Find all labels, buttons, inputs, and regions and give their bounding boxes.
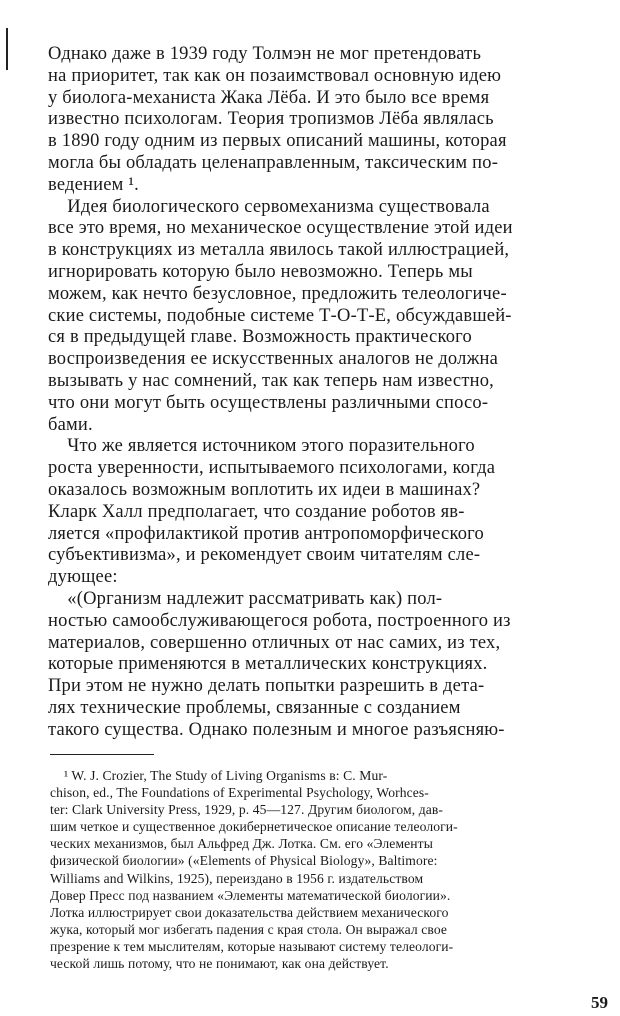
- margin-mark: [6, 28, 8, 70]
- body-text-line: материалов, совершенно отличных от нас самих, из тех,: [48, 632, 501, 653]
- body-text: [48, 44, 614, 742]
- body-text-line: в 1890 году одним из первых описаний машины, которая: [48, 131, 507, 152]
- body-text-line: на приоритет, так как он позаимствовал основную идею: [48, 65, 502, 86]
- body-text-line: ляется «профилактикой против антропоморфического: [48, 523, 484, 544]
- body-text-line: роста уверенности, испытываемого психологами, когда: [48, 458, 496, 479]
- body-text-line: можем, как нечто безусловное, предложить телеологиче-: [48, 283, 507, 304]
- footnote-line: жука, который мог избегать падения с края стола. Он выражал свое: [50, 921, 448, 937]
- body-text-line: дующее:: [48, 567, 118, 588]
- footnote-line: Williams and Wilkins, 1925), переиздано в 1956 г. издательством: [50, 870, 424, 886]
- body-text-line: могла бы обладать целенаправленным, таксическим по-: [48, 152, 499, 173]
- footnote-line: ческих механизмов, был Альфред Дж. Лотка. См. его «Элементы: [50, 836, 433, 852]
- body-text-line: оказалось возможным воплотить их идеи в машинах?: [48, 479, 481, 500]
- body-text-line: известно психологам. Теория тропизмов Лёба являлась: [48, 109, 494, 130]
- body-text-line: «(Организм надлежит рассматривать как) пол-: [48, 588, 443, 609]
- body-text-line: Однако даже в 1939 году Толмэн не мог претендовать: [48, 44, 482, 64]
- footnote-line: chison, ed., The Foundations of Experimental Psychology, Worhces-: [50, 785, 429, 801]
- footnote-line: физической биологии» («Elements of Physical Biology», Baltimore:: [50, 853, 438, 869]
- page-number: 59: [591, 993, 608, 1012]
- footnote-line: ¹ W. J. Crozier, The Study of Living Organisms в: C. Mur-: [50, 768, 388, 783]
- body-text-line: ностью самообслуживающегося робота, построенного из: [48, 610, 511, 631]
- body-text-line: вызывать у нас сомнений, так как теперь нам известно,: [48, 370, 494, 391]
- body-text-line: которые применяются в металлических конструкциях.: [48, 654, 488, 675]
- body-text-line: ся в предыдущей главе. Возможность практического: [48, 327, 472, 348]
- body-text-line: Идея биологического сервомеханизма существовала: [48, 196, 490, 217]
- body-text-line: все это время, но механическое осуществление этой идеи: [48, 218, 513, 239]
- body-text-line: у биолога-механиста Жака Лёба. И это было все время: [48, 87, 490, 108]
- footnote-line: шим четкое и существенное докибернетическое описание телеологи-: [50, 819, 458, 835]
- body-text-line: лях технические проблемы, связанные с созданием: [48, 697, 461, 718]
- footnote-line: ter: Clark University Press, 1929, p. 45—127. Другим биологом, дав-: [50, 802, 444, 818]
- body-text-line: субъективизма», и рекомендует своим читателям сле-: [48, 545, 481, 566]
- footnote-line: Довер Пресс под названием «Элементы математической биологии».: [50, 887, 451, 903]
- body-text-line: При этом не нужно делать попытки разрешить в дета-: [48, 676, 485, 697]
- body-text-line: ведением ¹.: [48, 174, 139, 195]
- body-text-line: бами.: [48, 414, 93, 435]
- body-text-line: в конструкциях из металла явилось такой иллюстрацией,: [48, 240, 510, 261]
- body-text-line: воспроизведения ее искусственных аналогов не должна: [48, 349, 499, 370]
- body-text-line: что они могут быть осуществлены различными спосо-: [48, 392, 489, 413]
- body-text-line: такого существа. Однако полезным и многое разъясняю-: [48, 719, 505, 740]
- footnote-divider: [50, 754, 154, 755]
- body-text-line: Что же является источником этого поразительного: [48, 436, 475, 457]
- footnote-line: Лотка иллюстрирует свои доказательства действием механического: [50, 904, 449, 920]
- body-text-line: ские системы, подобные системе Т-О-Т-Е, обсуждавшей-: [48, 305, 512, 326]
- body-text-line: игнорировать которую было невозможно. Теперь мы: [48, 261, 473, 282]
- footnote-line: презрение к тем мыслителям, которые называют систему телеологи-: [50, 938, 454, 954]
- footnote-line: ческой лишь потому, что не понимают, как она действует.: [50, 956, 389, 972]
- body-text-line: Кларк Халл предполагает, что создание роботов яв-: [48, 501, 465, 522]
- footnote-block: [50, 767, 616, 972]
